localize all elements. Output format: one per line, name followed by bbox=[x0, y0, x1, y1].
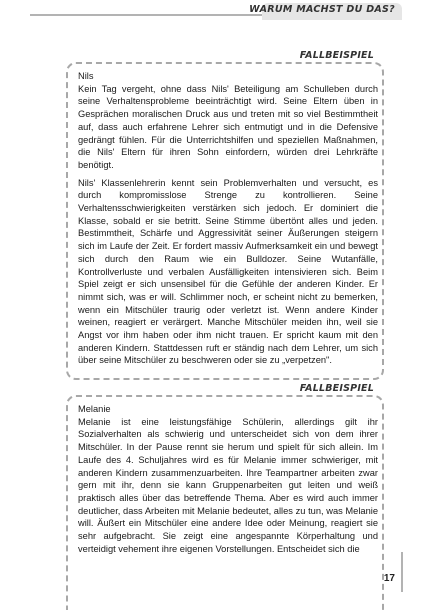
case-text-nils bbox=[78, 70, 378, 372]
case-text-melanie bbox=[78, 403, 378, 560]
case-paragraph: Melanie ist eine leistungsfähige Schülerin, allerdings gilt ihr Sozialverhalten als schwierig und unterscheidet sich von dem ihrer Mitschüler. In der Pause rennt sie herum und spielt für sich allein. Im Laufe des 4. Schuljahres wird es für Melanie immer schwieriger, mit anderen Kindern zusammenzuarbeiten. Ihre Teampartner arbeiten zwar gern mit ihr, denn sie kann Gruppenarbeiten gut leiten und weiß praktisch alles über das betreffende Thema. Aber es wird auch immer deutlicher, dass Arbeiten mit Melanie bedeutet, alles zu tun, was Melanie will. Äußert ein Mitschüler eine andere Idee oder Meinung, reagiert sie sehr aufgebracht. Sie zeigt eine angespannte Körperhaltung und verteidigt vehement ihre eigenen Vorstellungen. Entscheidet sich die bbox=[78, 416, 378, 554]
case-paragraph: Nils' Klassenlehrerin kennt sein Problemverhalten und versucht, es durch kompromisslose Strenge zu kontrollieren. Seine Verhaltensschwierigkeiten verstärken sich jedoch. Er dominiert die Klasse, sobald er sie betritt. Seine Stimme übertönt alles und jeden. Bestimmtheit, Schärfe und Aggressivität seiner Äußerungen steigern sich im Laufe der Zeit. Er fordert massiv Aufmerksamkeit ein und bewegt sich durch den Raum wie ein Bulldozer. Seine Wutanfälle, Kontrollverluste und verbalen Ausfälligkeiten intensivieren sich. Beim Spiel zeigt er sich unsensibel für die Gefühle der anderen Kinder. Er nimmt sich, was er will. Schlimmer noch, er scheint nicht zu bemerken, wenn ein Mitschüler traurig oder verletzt ist. Wenn andere Kinder weinen, reagiert er verärgert. Manche Mitschüler meiden ihn, weil sie Angst vor ihm haben oder ihm nicht trauen. Er spricht kaum mit den anderen Kindern. Stattdessen ruft er ständig nach dem Lehrer, um sich über seine Mitschüler zu beschweren oder sie zu „verpetzen". bbox=[78, 177, 378, 366]
footer-rule bbox=[401, 552, 403, 592]
page-number: 17 bbox=[383, 573, 395, 584]
case-tag: FALLBEISPIEL bbox=[294, 383, 380, 394]
case-paragraph: Kein Tag vergeht, ohne dass Nils' Beteiligung am Schulleben durch seine Verhaltensprobleme beeinträchtigt wird. Seine Eltern üben in Gesprächen moralischen Druck aus und treten mit so viel Bestimmtheit auf, dass auch erfahrene Lehrer sich entmutigt und in die Defensive gedrängt fühlen. Für die Unterrichtshilfen und speziellen Maßnahmen, die Nils' Eltern für ihren Sohn einfordern, würden drei Lehrkräfte benötigt. bbox=[78, 83, 378, 170]
running-header bbox=[0, 0, 425, 22]
case-name: Melanie bbox=[78, 404, 111, 414]
header-rule bbox=[30, 14, 265, 16]
case-tag: FALLBEISPIEL bbox=[294, 50, 380, 61]
case-name: Nils bbox=[78, 71, 94, 81]
running-header-title: WARUM MACHST DU DAS? bbox=[249, 4, 395, 15]
